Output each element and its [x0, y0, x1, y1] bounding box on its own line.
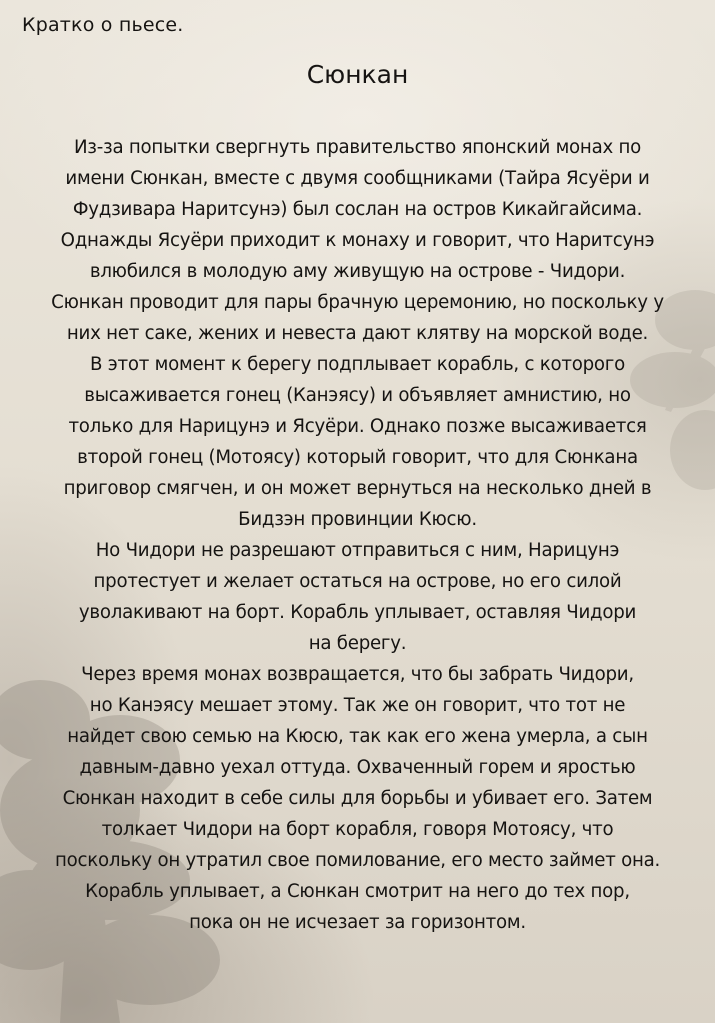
text-line: Корабль уплывает, а Сюнкан смотрит на него до тех пор, [85, 881, 630, 902]
text-line: В этот момент к берегу подплывает корабль, с которого [90, 354, 625, 375]
text-line: Однажды Ясуёри приходит к монаху и говорит, что Наритсунэ [60, 230, 655, 251]
text-line: Бидзэн провинции Кюсю. [238, 509, 477, 530]
text-line: протестует и желает остаться на острове, но его силой [93, 571, 622, 592]
text-line: Через время монах возвращается, что бы забрать Чидори, [81, 664, 634, 685]
text-line: них нет саке, жених и невеста дают клятву на морской воде. [66, 323, 649, 344]
page-title: Сюнкан [306, 60, 409, 89]
text-line: найдет свою семью на Кюсю, так как его жена умерла, а сын [67, 726, 648, 747]
text-line: толкает Чидори на борт корабля, говоря Мотоясу, что [101, 819, 614, 840]
text-line: на берегу. [308, 633, 407, 654]
text-line: но Канэясу мешает этому. Так же он говорит, что тот не [89, 695, 626, 716]
header-note: Кратко о пьесе. [22, 14, 184, 36]
text-line: Сюнкан проводит для пары брачную церемонию, но поскольку у [51, 292, 664, 313]
text-line: только для Нарицунэ и Ясуёри. Однако позже высаживается [68, 416, 647, 437]
text-line: приговор смягчен, и он может вернуться на несколько дней в [63, 478, 652, 499]
text-line: высаживается гонец (Канэясу) и объявляет амнистию, но [84, 385, 631, 406]
text-line: влюбился в молодую аму живущую на острове - Чидори. [89, 261, 626, 282]
text-line: второй гонец (Мотоясу) который говорит, что для Сюнкана [77, 447, 638, 468]
text-line: давным-давно уехал оттуда. Охваченный горем и яростью [79, 757, 636, 778]
text-line: пока он не исчезает за горизонтом. [189, 912, 526, 933]
text-line: Фудзивара Наритсунэ) был сослан на остров Кикайгайсима. [72, 199, 643, 220]
text-line: поскольку он утратил свое помилование, его место займет она. [54, 850, 661, 871]
synopsis-text [30, 132, 685, 938]
text-line: уволакивают на борт. Корабль уплывает, оставляя Чидори [78, 602, 637, 623]
text-line: Из-за попытки свергнуть правительство японский монах по [73, 137, 642, 158]
text-line: имени Сюнкан, вместе с двумя сообщниками (Тайра Ясуёри и [65, 168, 650, 189]
text-line: Но Чидори не разрешают отправиться с ним, Нарицунэ [95, 540, 620, 561]
text-line: Сюнкан находит в себе силы для борьбы и убивает его. Затем [62, 788, 653, 809]
